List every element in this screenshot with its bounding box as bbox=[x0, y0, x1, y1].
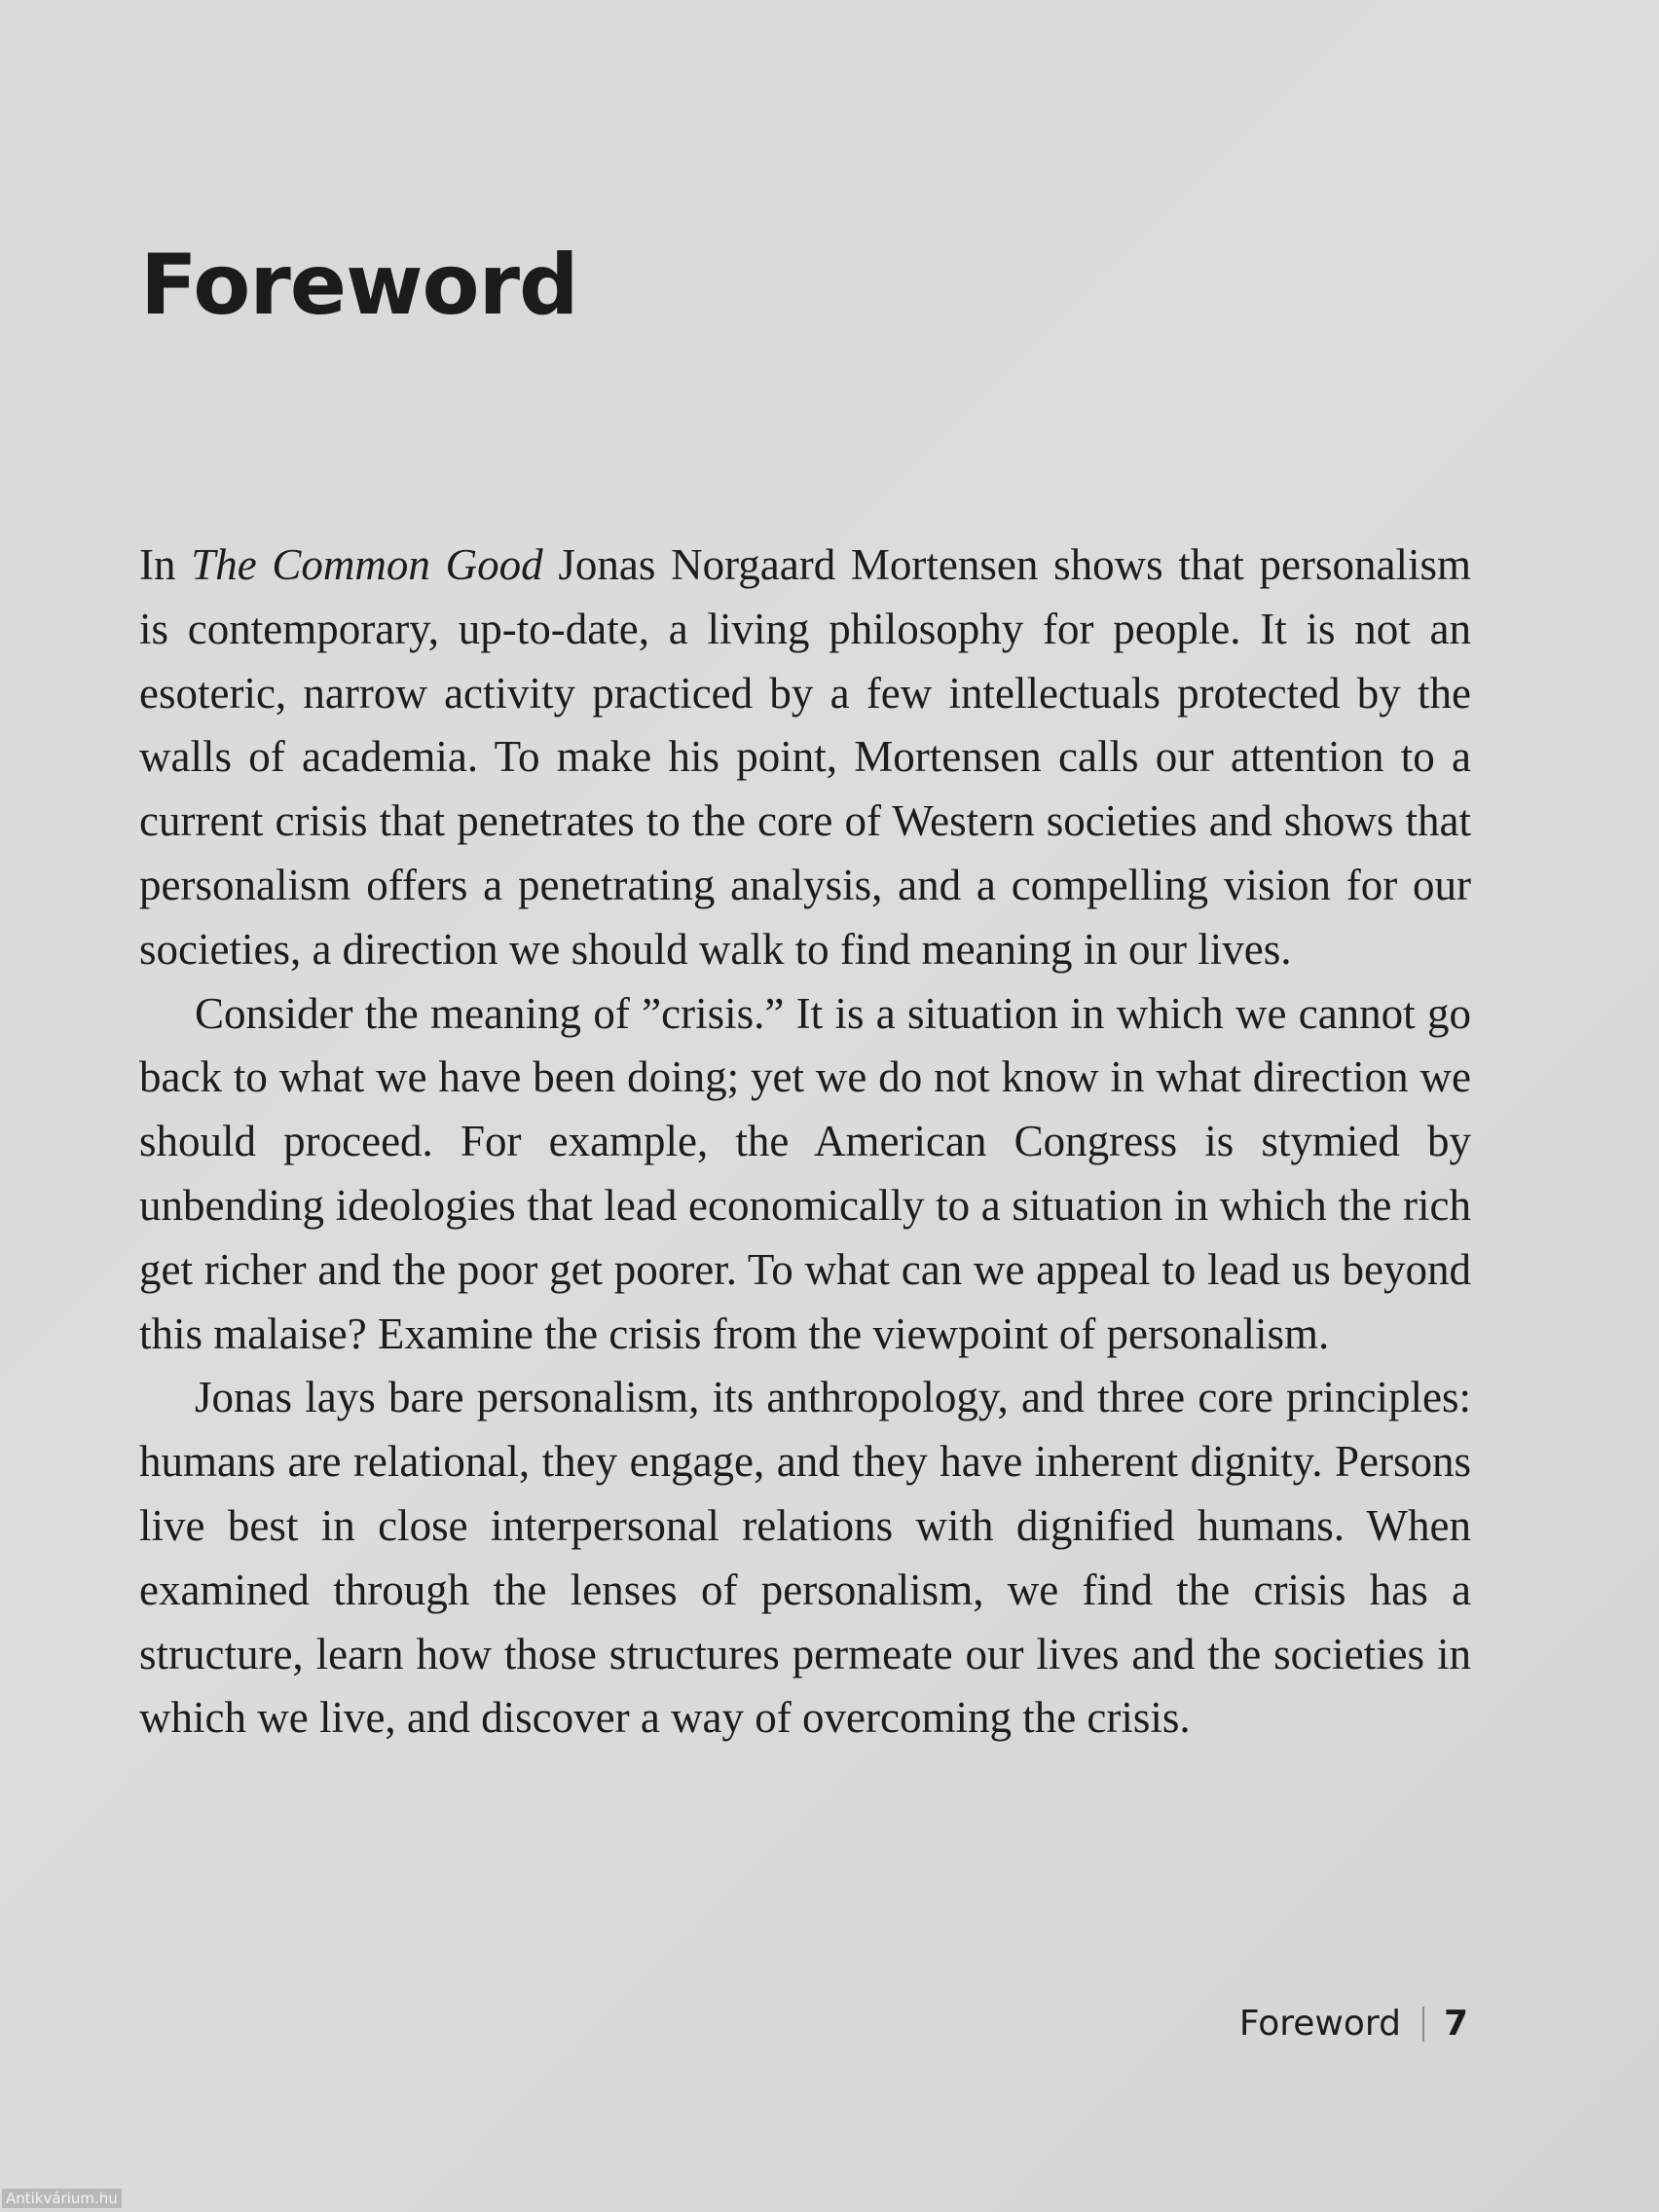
body-text bbox=[139, 534, 1471, 1751]
paragraph-1 bbox=[139, 534, 1471, 982]
paragraph-1-lead: In bbox=[139, 540, 192, 589]
paragraph-2: Consider the meaning of ”crisis.” It is a situation in which we cannot go back to what we have been doing; yet we do not know in what direction we should proceed. For example, the American Congress is stymied by unbending ideologies that lead economically to a situation in which the rich get richer and the poor get poorer. To what can we appeal to lead us beyond this malaise? Examine the crisis from the viewpoint of personalism. bbox=[139, 988, 1471, 1358]
page-number: 7 bbox=[1443, 2004, 1468, 2044]
book-title: The Common Good bbox=[191, 540, 543, 589]
page-footer bbox=[1239, 2004, 1468, 2044]
paragraph-1-rest: Jonas Norgaard Mortensen shows that personalism is contemporary, up-to-date, a living philosophy for people. It is not an esoteric, narrow activity practiced by a few intellectuals protected by the walls of academia. To make his point, Mortensen calls our attention to a current crisis that penetrates to the core of Western societies and shows that personalism offers a penetrating analysis, and a compelling vision for our societies, a direction we should walk to find meaning in our lives. bbox=[139, 540, 1471, 974]
chapter-heading: Foreword bbox=[140, 237, 578, 334]
running-head: Foreword bbox=[1238, 2004, 1401, 2044]
paragraph-3: Jonas lays bare personalism, its anthropology, and three core principles: humans are relational, they engage, and they have inherent dignity. Persons live best in close interpersonal relations with dignified humans. When examined through the lenses of personalism, we find the crisis has a structure, learn how those structures permeate our lives and the societies in which we live, and discover a way of overcoming the crisis. bbox=[139, 1373, 1471, 1743]
watermark-logo: Antikvárium.hu bbox=[2, 2189, 122, 2208]
footer-divider bbox=[1422, 2007, 1424, 2042]
